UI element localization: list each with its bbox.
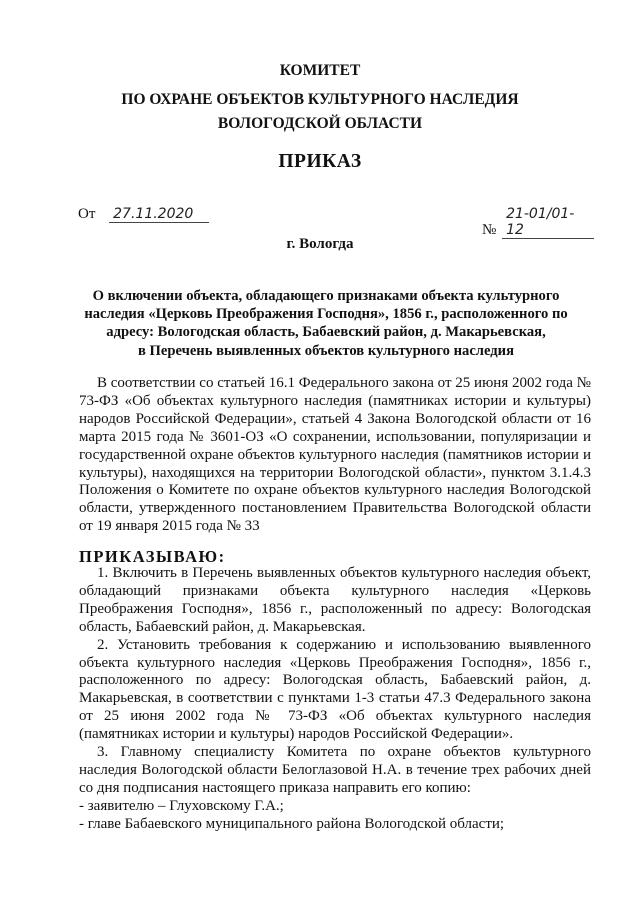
date-handwritten-value: 27.11.2020 <box>109 206 209 223</box>
city-line: г. Вологда <box>286 236 354 252</box>
date-field <box>78 206 209 223</box>
subject-line: наследия «Церковь Преображения Господня», 1856 г., расположенного по <box>84 306 568 323</box>
header-committee-purpose: ПО ОХРАНЕ ОБЪЕКТОВ КУЛЬТУРНОГО НАСЛЕДИЯ <box>121 91 519 108</box>
date-prefix: От <box>78 206 96 222</box>
subject-line: адресу: Вологодская область, Бабаевский район, д. Макарьевская, <box>106 324 546 341</box>
recipient-item: - главе Бабаевского муниципального района Вологодской области; <box>79 815 505 832</box>
header-committee: КОМИТЕТ <box>279 62 361 79</box>
order-keyword: ПРИКАЗЫВАЮ: <box>79 547 226 566</box>
number-handwritten-value: 21-01/01-12 <box>502 206 594 239</box>
header-region: ВОЛОГОДСКОЙ ОБЛАСТИ <box>217 115 423 132</box>
order-item: 3. Главному специалисту Комитета по охране объектов культурного наследия Вологодской области Белоглазовой Н.А. в течение трех рабочих дней со дня подписания настоящего приказа направить его копию: <box>79 744 591 796</box>
subject-line: в Перечень выявленных объектов культурного наследия <box>138 342 514 359</box>
order-item: 2. Установить требования к содержанию и использованию выявленного объекта культурного наследия «Церковь Преображения Господня», 1856 г., расположенного по адресу: Вологодская область, Бабаевский район, д. Макарьевская, в соответствии с пунктами 1-3 статьи 47.3 Федерального закона от 25 июня 2002 года № 73-ФЗ «Об объектах культурного наследия (памятниках истории и культуры) народов Российской Федерации». <box>79 636 591 743</box>
document-subject <box>70 287 582 360</box>
number-field <box>482 206 594 239</box>
document-title: ПРИКАЗ <box>278 151 362 172</box>
order-item: 1. Включить в Перечень выявленных объектов культурного наследия объект, обладающий признаками объекта культурного наследия «Церковь Преображения Господня», 1856 г., расположенный по адресу: Вологодская область, Бабаевский район, д. Макарьевская. <box>79 565 591 635</box>
preamble-text: В соответствии со статьей 16.1 Федерального закона от 25 июня 2002 года № 73-ФЗ «Об объектах культурного наследия (памятниках истории и культуры) народов Российской Федерации», статьей 4 Закона Вологодской области от 16 марта 2015 года № 3601-ОЗ «О сохранении, использовании, популяризации и государственной охране объектов культурного наследия (памятников истории и культуры), находящихся на территории Вологодской области», пунктом 3.1.4.3 Положения о Комитете по охране объектов культурного наследия Вологодской области, утвержденного постановлением Правительства Вологодской области от 19 января 2015 года № 33 <box>79 375 591 535</box>
subject-line: О включении объекта, обладающего признаками объекта культурного <box>92 288 560 304</box>
order-items <box>79 565 591 834</box>
recipient-item: - заявителю – Глуховскому Г.А.; <box>79 797 284 814</box>
preamble-paragraph <box>79 375 591 536</box>
number-prefix: № <box>482 222 497 238</box>
